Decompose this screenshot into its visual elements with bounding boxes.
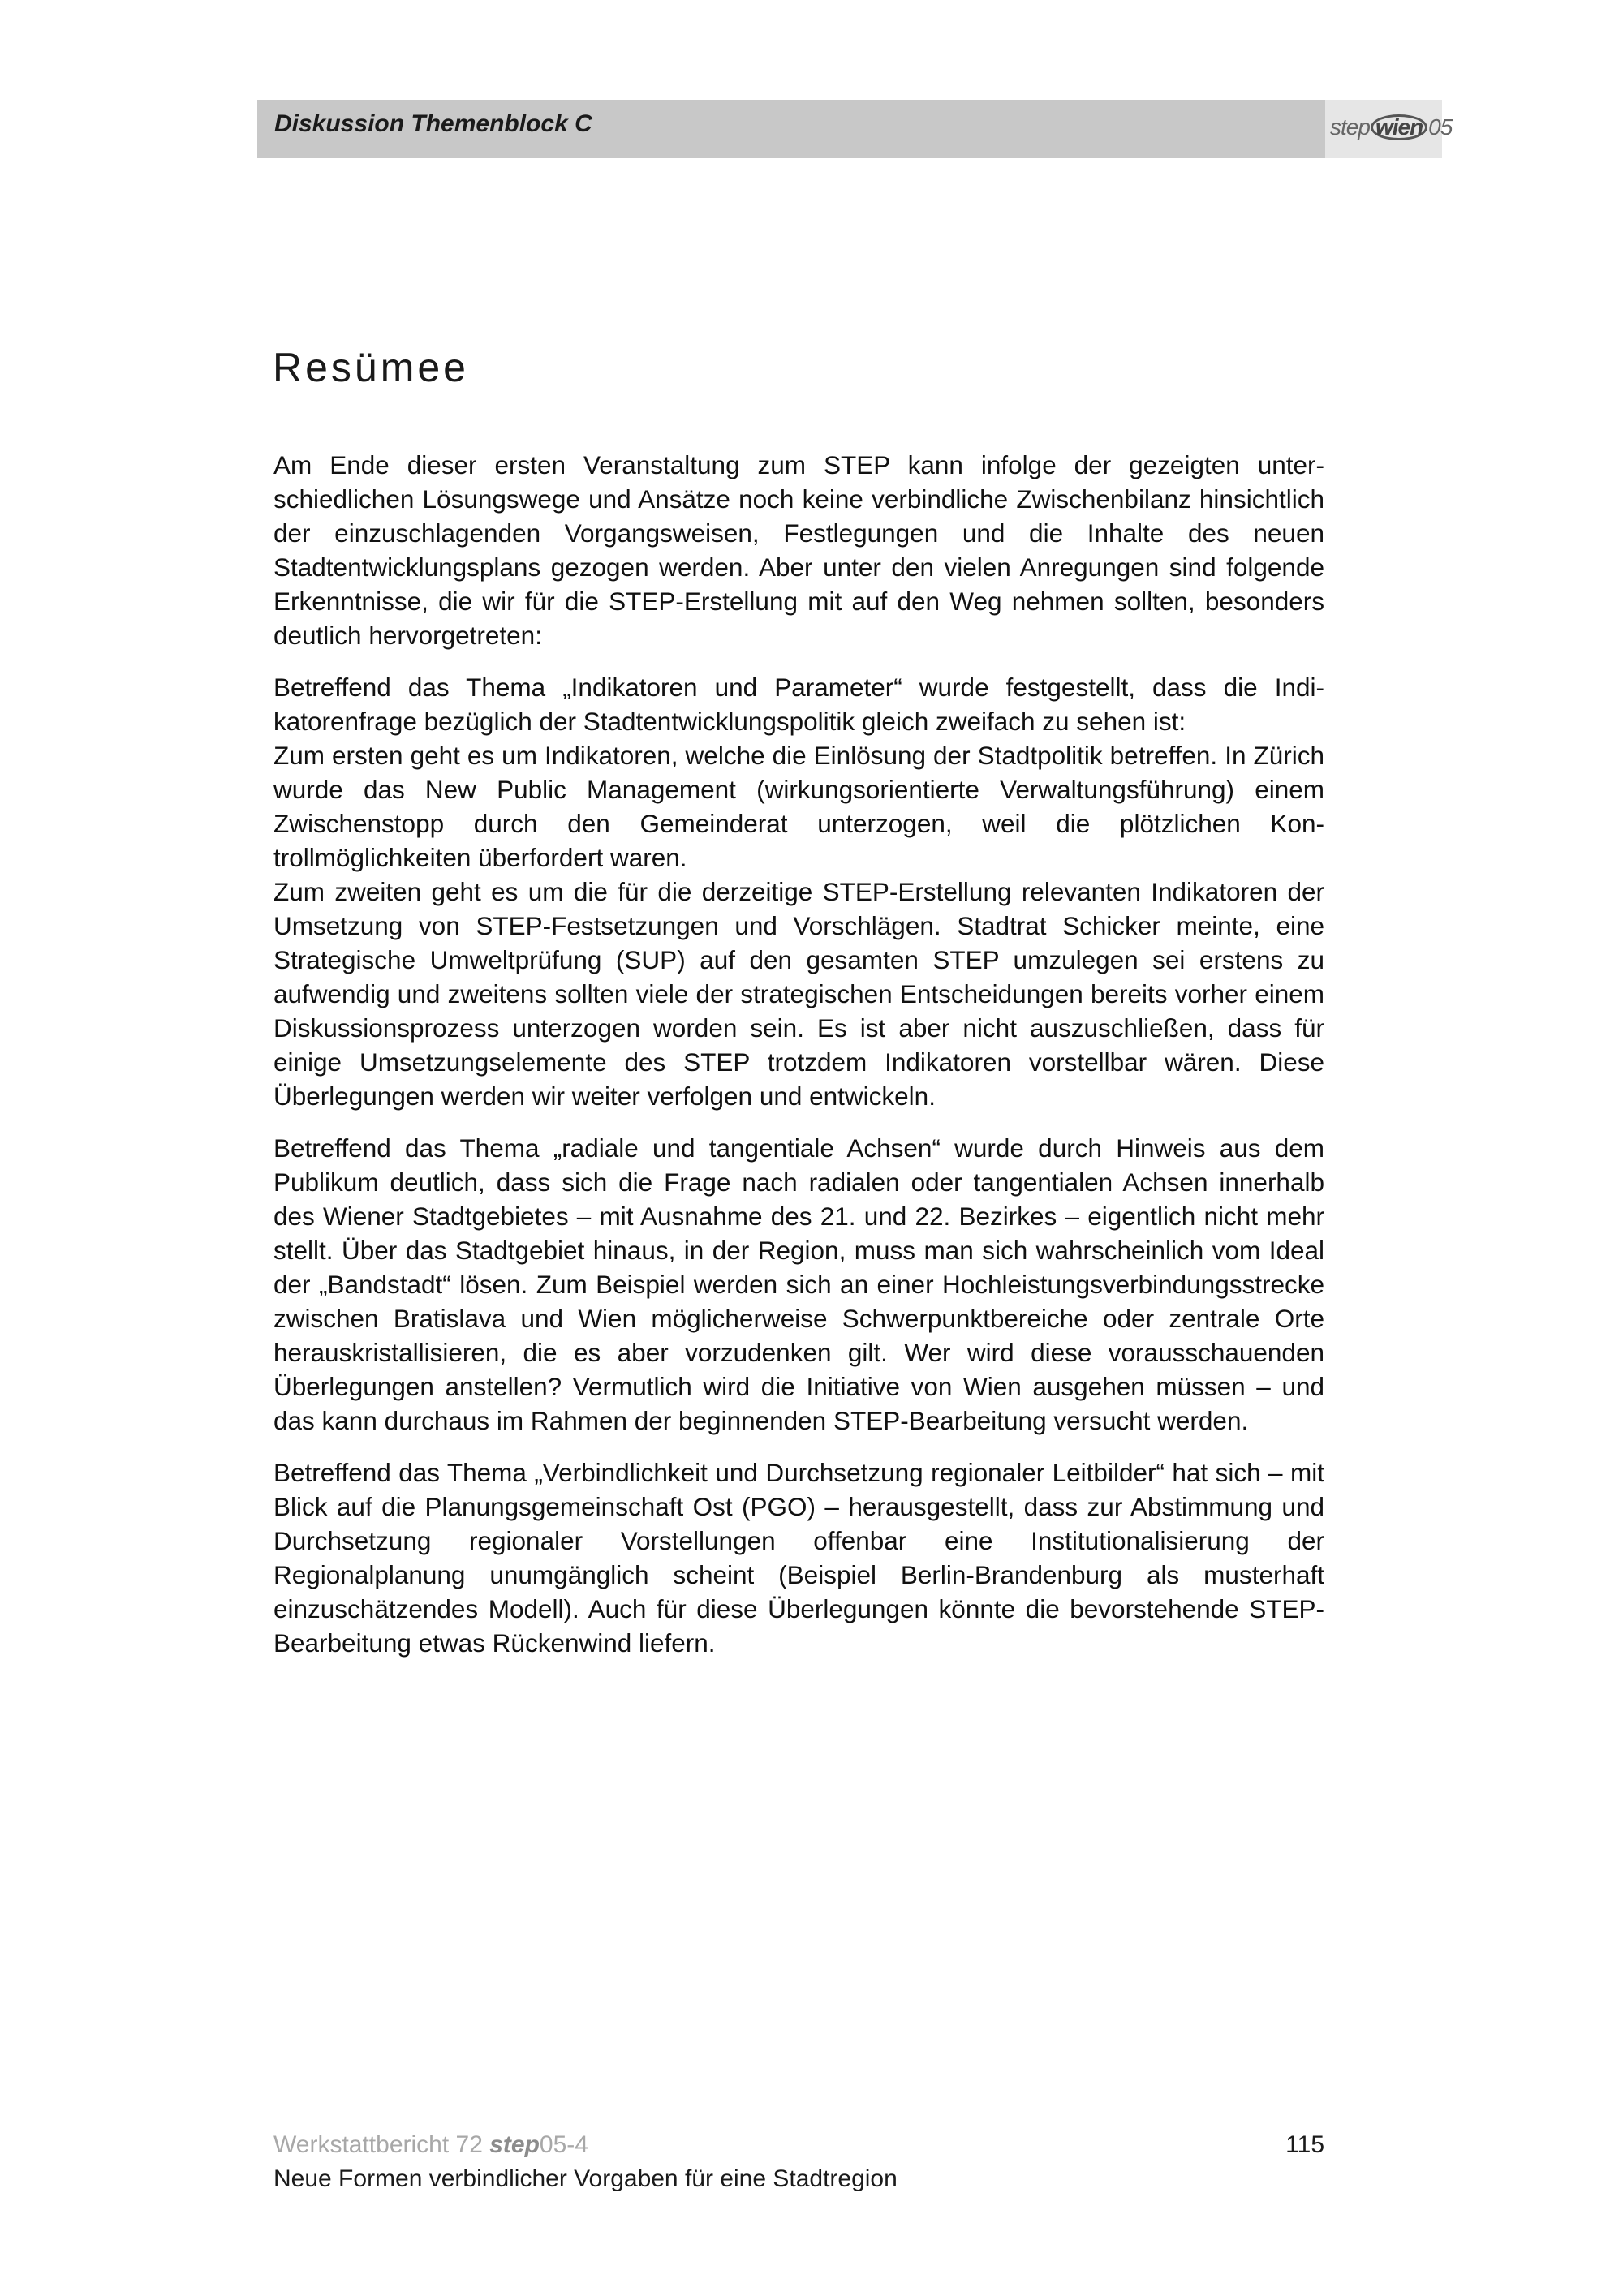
logo-highlight: wien (1371, 114, 1427, 140)
footer-report-line (273, 2128, 898, 2162)
body-text (273, 448, 1324, 1678)
paragraph-leitbilder: Betreffend das Thema „Verbindlichkeit und Durchsetzung regionaler Leitbilder“ hat sich – mit Blick auf die Planungsgemeinschaft Ost (PGO) – herausgestellt, dass zur Abstimmung und Durchsetzung regionaler Vorstellungen offenbar eine Institutionalisierung der Regionalplanung unumgänglich scheint (Beispiel Berlin-Brandenburg als musterhaft einzuschätzendes Modell). Auch für diese Überlegungen könnte die bevorstehende STEP-Bearbeitung etwas Rückenwind liefern. (273, 1458, 1324, 1658)
section-title: Resümee (273, 344, 469, 390)
header-title: Diskussion Themenblock C (274, 110, 592, 137)
paragraph-achsen: Betreffend das Thema „radiale und tangentiale Achsen“ wurde durch Hinweis aus dem Publikum deutlich, dass sich die Frage nach radialen oder tangentialen Achsen innerhalb des Wiener Stadtgebietes – mit Ausnahme des 21. und 22. Bezirkes – eigentlich nicht mehr stellt. Über das Stadtgebiet hinaus, in der Region, muss man sich wahrscheinlich vom Ideal der „Bandstadt“ lösen. Zum Beispiel werden sich an einer Hochleistungsverbindungsstrecke zwischen Bratislava und Wien möglicherweise Schwerpunktbereiche oder zentrale Orte herauskristallisieren, die es aber vorzudenken gilt. Wer wird diese vorausschauenden Überlegungen anstellen? Vermutlich wird die Initiative von Wien ausgehen müssen – und das kann durchaus im Rahmen der beginnenden STEP-Bearbeitung versucht werden. (273, 1133, 1324, 1435)
paragraph-intro: Am Ende dieser ersten Veranstaltung zum STEP kann infolge der gezeigten unterschiedlichen Lösungswege und Ansätze noch keine verbindliche Zwischenbilanz hinsichtlich der einzuschlagenden Vorgangsweisen, Festlegungen und die Inhalte des neuen Stadtentwicklungsplans gezogen werden. Aber unter den vielen Anregungen sind folgende Erkenntnisse, die wir für die STEP-Erstellung mit auf den Weg nehmen sollten, besonders deutlich hervorgetreten: (273, 450, 1324, 650)
footer-subtitle: Neue Formen verbindlicher Vorgaben für eine Stadtregion (273, 2165, 898, 2192)
footer-brand: step (489, 2131, 540, 2158)
logo-suffix: 05 (1428, 114, 1453, 140)
page-number: 115 (1285, 2131, 1324, 2158)
logo-prefix: step (1330, 114, 1370, 140)
footer-report: Werkstattbericht 72 (273, 2131, 483, 2158)
paragraph-indikatoren: Betreffend das Thema „Indikatoren und Parameter“ wurde festgestellt, dass die Indikatorenfrage bezüglich der Stadtentwicklungspolitik gleich zweifach zu sehen ist: Zum ersten geht es um Indikatoren, welche die Einlösung der Stadtpolitik betreffen. In Zürich wurde das New Public Management (wirkungsorientierte Verwaltungsführung) einem Zwischenstopp durch den Gemeinderat unterzogen, weil die plötzlichen Kontrollmöglichkeiten überfordert waren. Zum zweiten geht es um die für die derzeitige STEP-Erstellung relevanten Indikatoren der Umsetzung von STEP-Festsetzungen und Vorschlägen. Stadtrat Schicker meinte, eine Strategische Umweltprüfung (SUP) auf den gesamten STEP umzulegen sei erstens zu aufwendig und zweitens sollten viele der strategischen Entscheidungen bereits vorher einem Diskussionsprozess unterzogen worden sein. Es ist aber nicht auszuschließen, dass für einige Umsetzungselemente des STEP trotzdem Indikatoren vorstellbar wären. Diese Überlegungen werden wir weiter verfolgen und entwickeln. (273, 673, 1324, 1111)
footer-brand-suffix: 05-4 (539, 2131, 588, 2158)
footer (273, 2128, 898, 2196)
step-wien-logo (1325, 100, 1453, 158)
